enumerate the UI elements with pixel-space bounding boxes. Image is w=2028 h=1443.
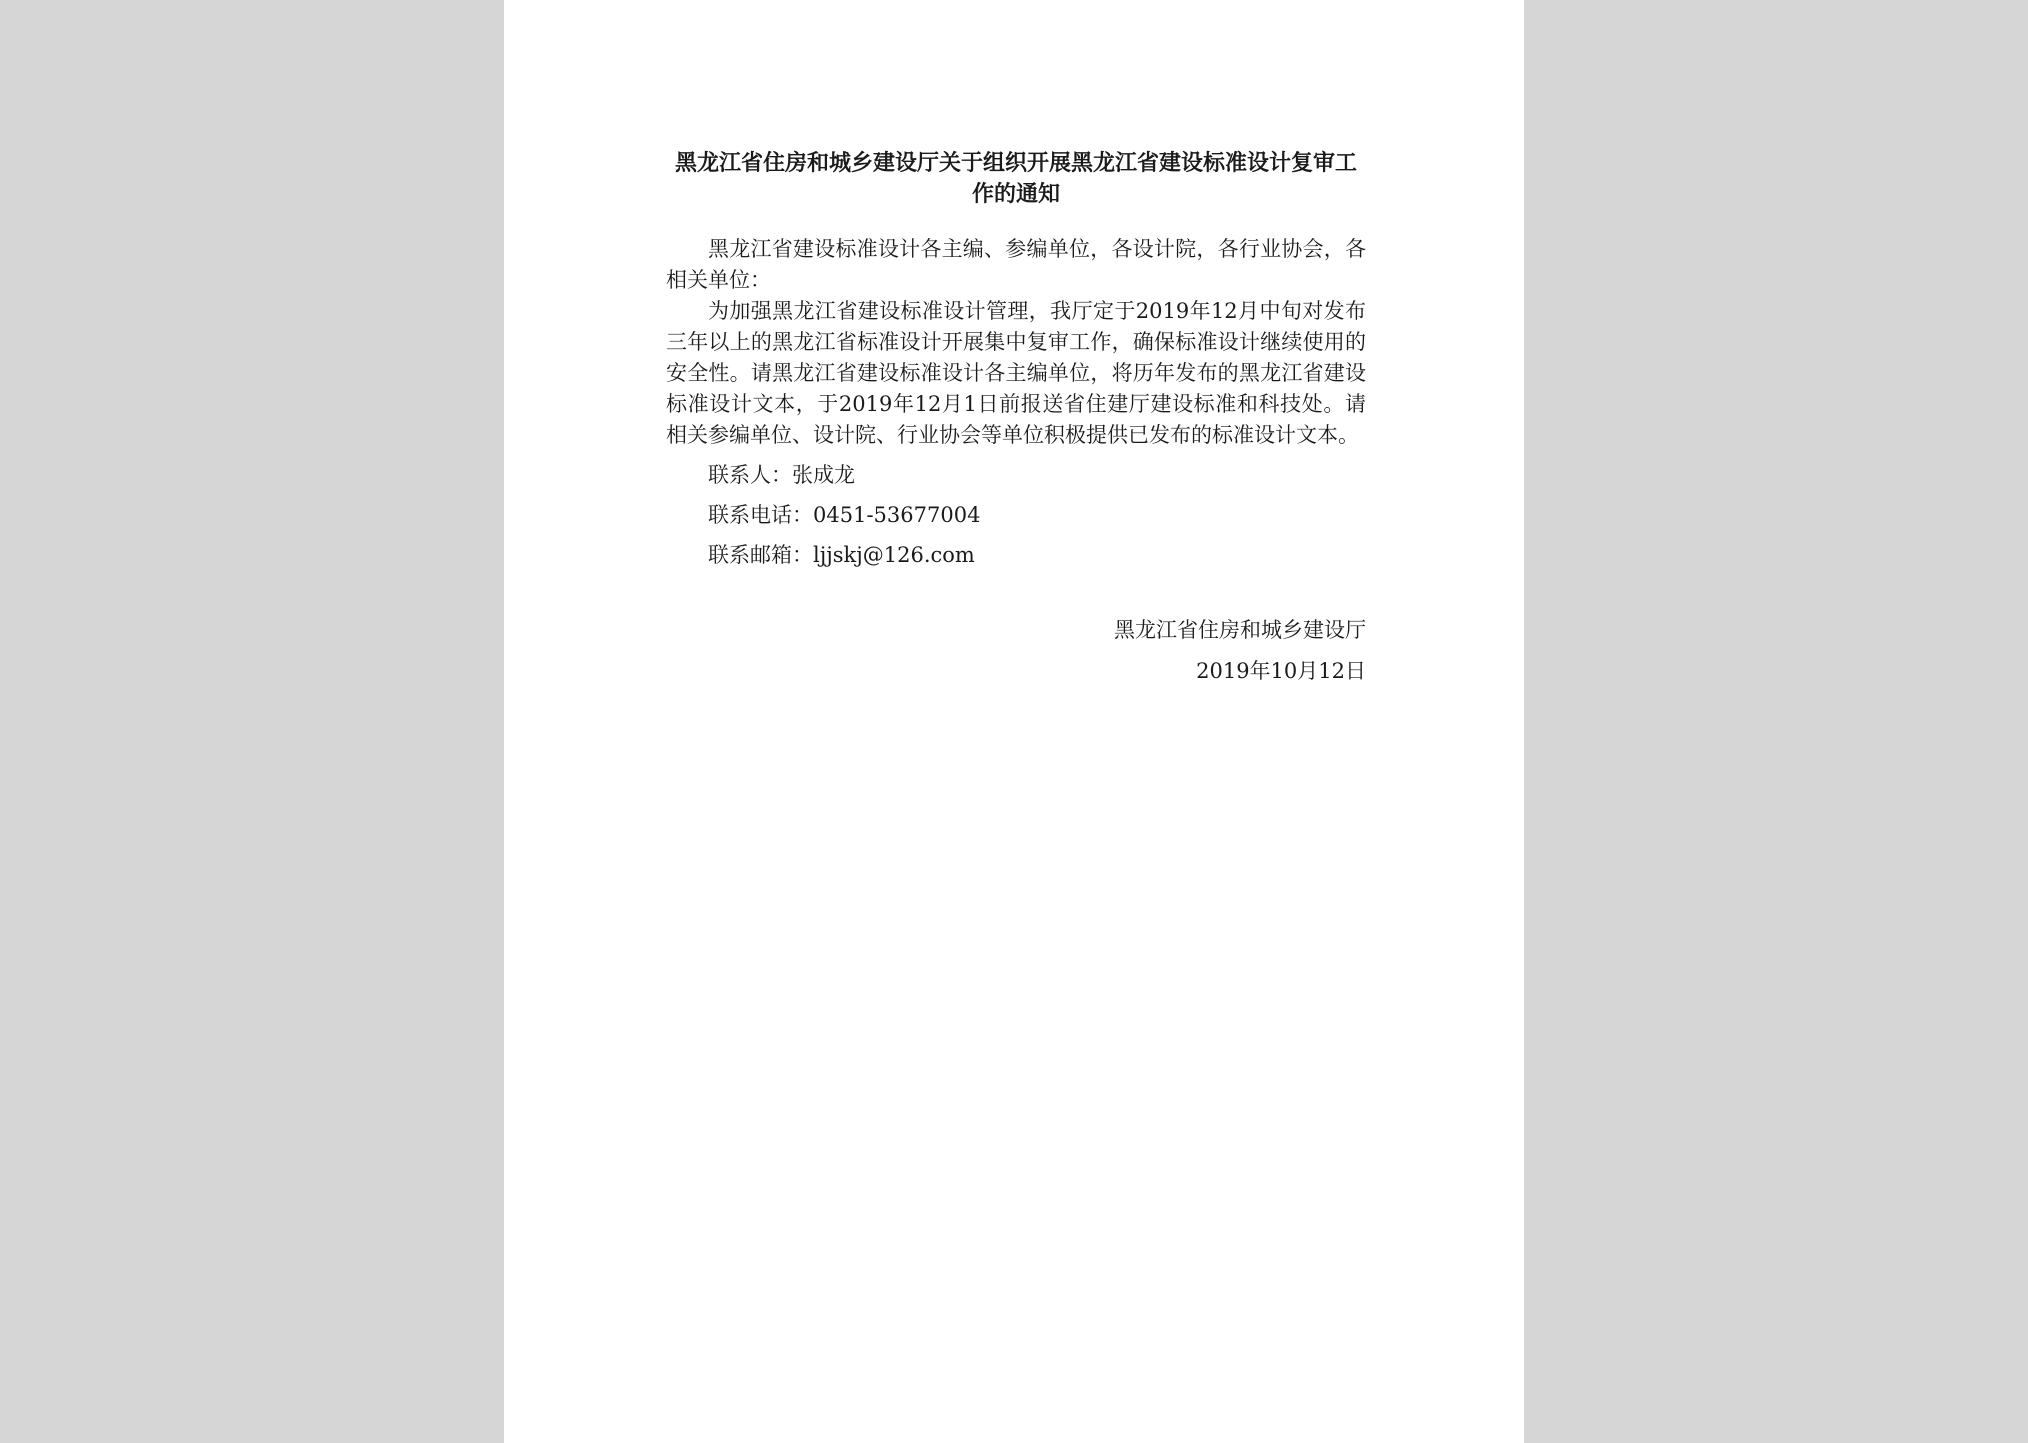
contact-email-value: ljjskj@126.com	[813, 543, 975, 567]
signature-org: 黑龙江省住房和城乡建设厅	[1114, 618, 1366, 642]
signature-block	[666, 615, 1366, 687]
signature-date: 2019年10月12日	[1196, 659, 1366, 683]
salutation: 黑龙江省建设标准设计各主编、参编单位，各设计院，各行业协会，各相关单位：	[666, 237, 1366, 292]
contact-person	[666, 460, 1366, 491]
contact-email	[666, 540, 1366, 571]
document-title: 黑龙江省住房和城乡建设厅关于组织开展黑龙江省建设标准设计复审工作的通知	[674, 150, 1357, 207]
body-paragraph: 为加强黑龙江省建设标准设计管理，我厅定于2019年12月中旬对发布三年以上的黑龙江省标准设计开展集中复审工作，确保标准设计继续使用的安全性。请黑龙江省建设标准设计各主编单位，将历年发布的黑龙江省建设标准设计文本，于2019年12月1日前报送省住建厅建设标准和科技处。请相关参编单位、设计院、行业协会等单位积极提供已发布的标准设计文本。	[666, 299, 1366, 447]
contact-phone	[666, 500, 1366, 531]
contact-email-label: 联系邮箱：	[708, 543, 813, 567]
document-page	[504, 0, 1524, 1443]
contact-person-value: 张成龙	[792, 463, 855, 487]
contact-phone-label: 联系电话：	[708, 503, 813, 527]
contact-person-label: 联系人：	[708, 463, 792, 487]
contact-phone-value: 0451-53677004	[813, 503, 981, 527]
notice-document	[666, 148, 1366, 697]
